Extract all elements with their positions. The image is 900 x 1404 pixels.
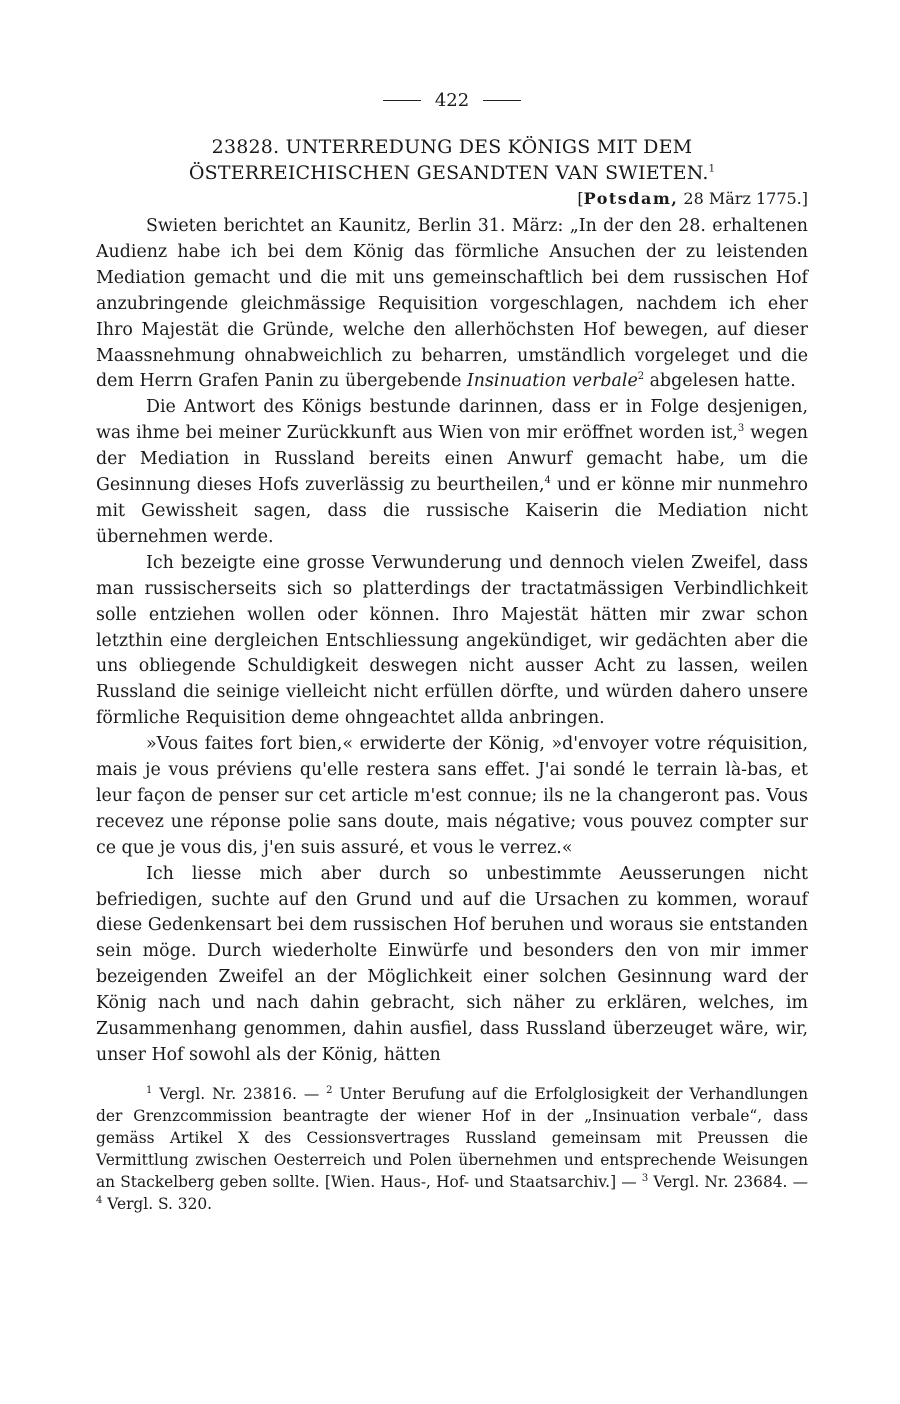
footnote-ref-3: 3	[737, 423, 745, 435]
paragraph-2-text-c: und er könne mir nunmehro mit Gewissheit sagen, dass die russische Kaiserin die Mediation nicht übernehmen werde.	[96, 475, 808, 547]
paragraph-1-text-end: abgelesen hatte.	[644, 371, 796, 392]
dateline-place: Potsdam,	[583, 189, 679, 208]
footnote-4: Vergl. S. 320.	[102, 1194, 213, 1213]
paragraph-2-text-b: wegen der Mediation in Russland bereits einen Anwurf gemacht habe, um die Gesinnung dieses Hofs zuverlässig zu beurtheilen,	[96, 423, 808, 496]
heading-line-2: ÖSTERREICHISCHEN GESANDTEN VAN SWIETEN.	[188, 162, 709, 184]
footnote-block	[96, 1083, 808, 1215]
page-number: 422	[434, 89, 470, 111]
document-heading	[96, 134, 808, 186]
dateline	[96, 186, 808, 212]
heading-line-1: 23828. UNTERREDUNG DES KÖNIGS MIT DEM	[211, 136, 693, 158]
dateline-date: 28 März 1775.]	[683, 189, 808, 208]
paragraph-2-text-a: Die Antwort des Königs bestunde darinnen, dass er in Folge desjenigen, was ihme bei meiner Zurückkunft aus Wien von mir eröffnet worden ist,	[96, 397, 808, 444]
heading-line-2-wrap	[96, 160, 808, 186]
footnote-mark-4: 4	[96, 1194, 103, 1206]
page-header	[96, 86, 808, 114]
body-text	[96, 214, 808, 1069]
paragraph-5: Ich liesse mich aber durch so unbestimmte Aeusserungen nicht befriedigen, suchte auf den Grund und auf die Ursachen zu kommen, worauf diese Gedenkensart bei dem russischen Hof beruhen und woraus sie entstanden sein möge. Durch wiederholte Einwürfe und besonders den von mir immer bezeigenden Zweifel an der Möglichkeit einer solchen Gesinnung ward der König nach und nach dahin gebracht, sich näher zu erklären, welches, im Zusammenhang genommen, dahin ausfiel, dass Russland überzeuget wäre, wir, unser Hof sowohl als der König, hätten	[96, 863, 808, 1065]
footnote-3: Vergl. Nr. 23684. —	[648, 1172, 809, 1191]
footnotes	[96, 1083, 808, 1215]
footnote-2: Unter Berufung auf die Erfolglosigkeit der Verhandlungen der Grenzcommission beantragte der wiener Hof in der „Insinuation verbale“, dass gemäss Artikel X des Cessionsvertrages Russland gemeinsam mit Preussen die Vermittlung zwischen Oesterreich und Polen übernehmen und entsprechende Weisungen an Stackelberg geben sollte. [Wien. Haus-, Hof- und Staatsarchiv.] —	[96, 1084, 808, 1191]
dateline-bracket: [	[577, 189, 584, 208]
heading-footnote-mark: 1	[708, 163, 716, 175]
header-rule-right	[483, 100, 521, 101]
header-rule-left	[383, 100, 421, 101]
footnote-1: Vergl. Nr. 23816. —	[152, 1084, 327, 1103]
footnote-ref-2: 2	[637, 371, 645, 383]
paragraph-1	[96, 214, 808, 395]
footnote-mark-3: 3	[641, 1172, 649, 1184]
document-page	[96, 86, 808, 1215]
footnote-ref-4: 4	[544, 475, 551, 487]
paragraph-2	[96, 395, 808, 550]
paragraph-4: »Vous faites fort bien,« erwiderte der König, »d'envoyer votre réquisition, mais je vous préviens qu'elle restera sans effet. J'ai sondé le terrain là-bas, et leur façon de penser sur cet article m'est connue; ils ne la changeront pas. Vous recevez une réponse polie sans doute, mais négative; vous pouvez compter sur ce que je vous dis, j'en suis assuré, et vous le verrez.«	[96, 734, 808, 858]
footnote-mark-1: 1	[146, 1084, 153, 1096]
footnote-mark-2: 2	[326, 1084, 333, 1096]
insinuation-verbale-term: Insinuation verbale	[466, 371, 638, 392]
paragraph-1-text: Swieten berichtet an Kaunitz, Berlin 31. März: „In der den 28. erhaltenen Audienz habe ich bei dem König das förmliche Ansuchen der zu leistenden Mediation gemacht und die mit uns gemeinschaftlich bei dem russischen Hof anzubringende gleichmässige Requisition vorgeschlagen, nachdem ich eher Ihro Majestät die Gründe, welche den allerhöchsten Hof bewegen, auf dieser Maassnehmung ohnabweichlich zu beharren, umständlich vorgeleget und die dem Herrn Grafen Panin zu übergebende	[96, 216, 808, 392]
paragraph-3: Ich bezeigte eine grosse Verwunderung und dennoch vielen Zweifel, dass man russischerseits sich so platterdings der tractatmässigen Verbindlichkeit solle entziehen wollen oder können. Ihro Majestät hätten mir zwar schon letzthin eine dergleichen Entschliessung angekündiget, wir gedächten aber die uns obliegende Schuldigkeit deswegen nicht ausser Acht zu lassen, weilen Russland die seinige vielleicht nicht erfüllen dörfte, und würden dahero unsere förmliche Requisition deme ohngeachtet allda anbringen.	[96, 552, 808, 729]
